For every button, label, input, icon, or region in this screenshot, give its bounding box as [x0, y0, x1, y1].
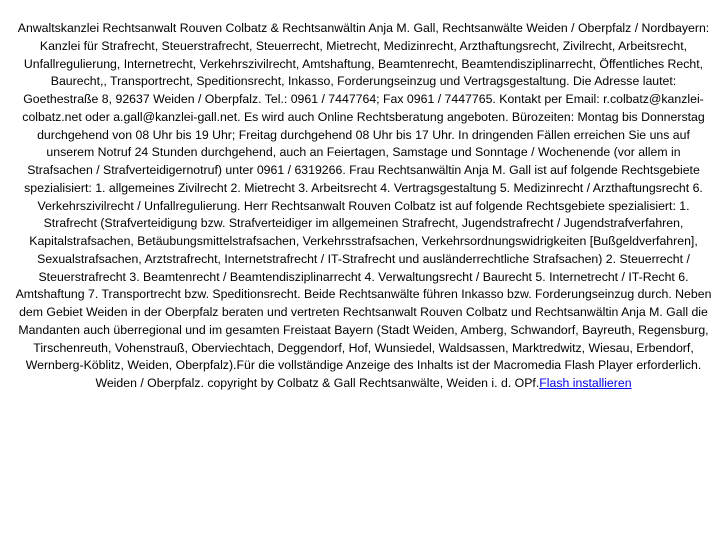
main-paragraph: Anwaltskanzlei Rechtsanwalt Rouven Colbatz & Rechtsanwältin Anja M. Gall, Rechtsanwälte Weiden / Oberpfalz / Nordbayern: Kanzlei für Strafrecht, Steuerstrafrecht, Steuerrecht, Mietrecht, Medizinrecht, Arzthaftungsrecht, Zivilrecht, Arbeitsrecht, Unfallregulierung, Internetrecht, Verkehrszivilrecht, Amtshaftung, Beamtenrecht, Beamtendisziplinarrecht, Öffentliches Recht, Baurecht,, Transportrecht, Speditionsrecht, Inkasso, Forderungseinzug und Vertragsgestaltung. Die Adresse lautet: Goethestraße 8, 92637 Weiden / Oberpfalz. Tel.: 0961 / 7447764; Fax 0961 / 7447765. Kontakt per Email: r.colbatz@kanzlei-colbatz.net oder a.gall@kanzlei-gall.net. Es wird auch Online Rechtsberatung angeboten. Bürozeiten: Montag bis Donnerstag durchgehend von 08 Uhr bis 19 Uhr; Freitag durchgehend 08 Uhr bis 17 Uhr. In dringenden Fällen erreichen Sie uns auf unserem Notruf 24 Stunden durchgehend, auch an Feiertagen, Samstage und Sonntage / Wochenende (vor allem in Strafsachen / Strafverteidigernotruf) unter 0961 / 6319266. Frau Rechtsanwältin Anja M. Gall ist auf folgende Rechtsgebiete spezialisiert: 1. allgemeines Zivilrecht 2. Mietrecht 3. Arbeitsrecht 4. Vertragsgestaltung 5. Medizinrecht / Arzthaftungsrecht 6. Verkehrszivilrecht / Unfallregulierung. Herr Rechtsanwalt Rouven Colbatz ist auf folgende Rechtsgebiete spezialisiert: 1. Strafrecht (Strafverteidigung bzw. Strafverteidiger im allgemeinen Strafrecht, Jugendstrafrecht / Jugendstrafverfahren, Kapitalstrafsachen, Betäubungsmittelstrafsachen, Verkehrsstrafsachen, Verkehrsordnungswidrigkeiten [Bußgeldverfahren], Sexualstrafsachen, Arztstrafrecht, Internetstrafrecht / IT-Strafrecht und ausländerrechtliche Strafsachen) 2. Steuerrecht / Steuerstrafrecht 3. Beamtenrecht / Beamtendisziplinarrecht 4. Verwaltungsrecht / Baurecht 5. Internetrecht / IT-Recht 6. Amtshaftung 7. Transportrecht bzw. Speditionsrecht. Beide Rechtsanwälte führen Inkasso bzw. Forderungseinzug durch. Neben dem Gebiet Weiden in der Oberpfalz beraten und vertreten Rechtsanwalt Rouven Colbatz und Rechtsanwältin Anja M. Gall die Mandanten auch überregional und im gesamten Freistaat Bayern (Stadt Weiden, Amberg, Schwandorf, Bayreuth, Regensburg, Tirschenreuth, Vohenstrauß, Oberviechtach, Deggendorf, Hof, Wunsiedel, Waldsassen, Marktredwitz, Wiesau, Erbendorf, Wernberg-Köblitz, Weiden, Oberpfalz).Für die vollständige Anzeige des Inhalts ist der Macromedia Flash Player erforderlich. Weiden / Oberpfalz. copyright by Colbatz & Gall Rechtsanwälte, Weiden i. d. OPf. — [15, 21, 712, 390]
main-text-block — [14, 20, 713, 393]
flash-install-link[interactable]: Flash installieren — [539, 376, 632, 390]
